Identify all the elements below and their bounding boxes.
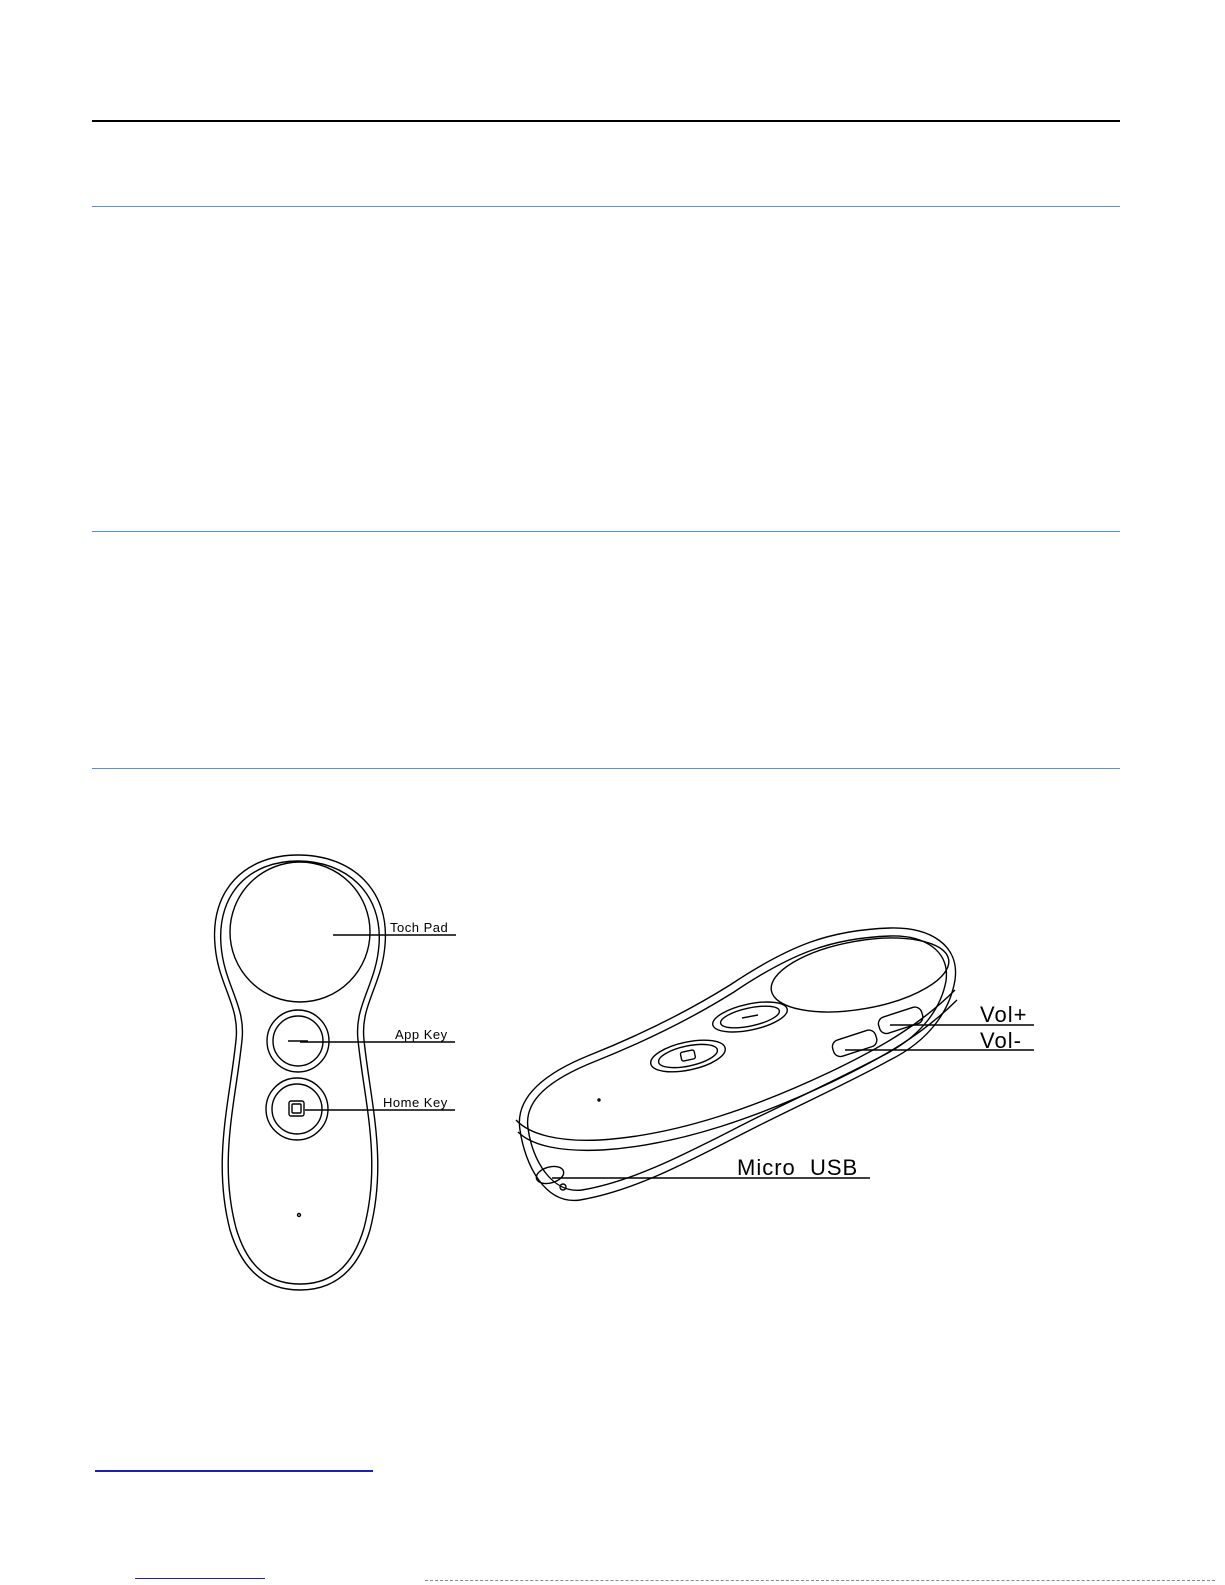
vol-up-label: Vol+	[980, 1002, 1028, 1027]
touch-pad-label: Toch Pad	[390, 920, 449, 935]
vol-down-button	[831, 1028, 879, 1058]
side-indicator-dot	[598, 1099, 600, 1101]
indicator-dot	[298, 1214, 301, 1217]
home-key	[272, 1084, 322, 1134]
side-home-key	[648, 1034, 728, 1077]
home-key-square-icon	[289, 1101, 304, 1116]
touch-pad	[230, 862, 370, 1002]
home-key-label: Home Key	[383, 1095, 448, 1110]
footnote-link-underline[interactable]	[95, 1470, 373, 1472]
controller-front-view	[215, 855, 386, 1290]
footer-link-underline[interactable]	[135, 1578, 265, 1579]
app-key-label: App Key	[395, 1027, 448, 1042]
micro-usb-label: Micro USB	[737, 1155, 859, 1180]
side-touch-pad	[765, 926, 954, 1024]
micro-usb-port	[534, 1164, 565, 1187]
vol-down-label: Vol-	[980, 1028, 1022, 1053]
side-edge-rail	[516, 990, 955, 1140]
home-key-outer	[266, 1078, 328, 1140]
footer-divider	[425, 1580, 1215, 1582]
